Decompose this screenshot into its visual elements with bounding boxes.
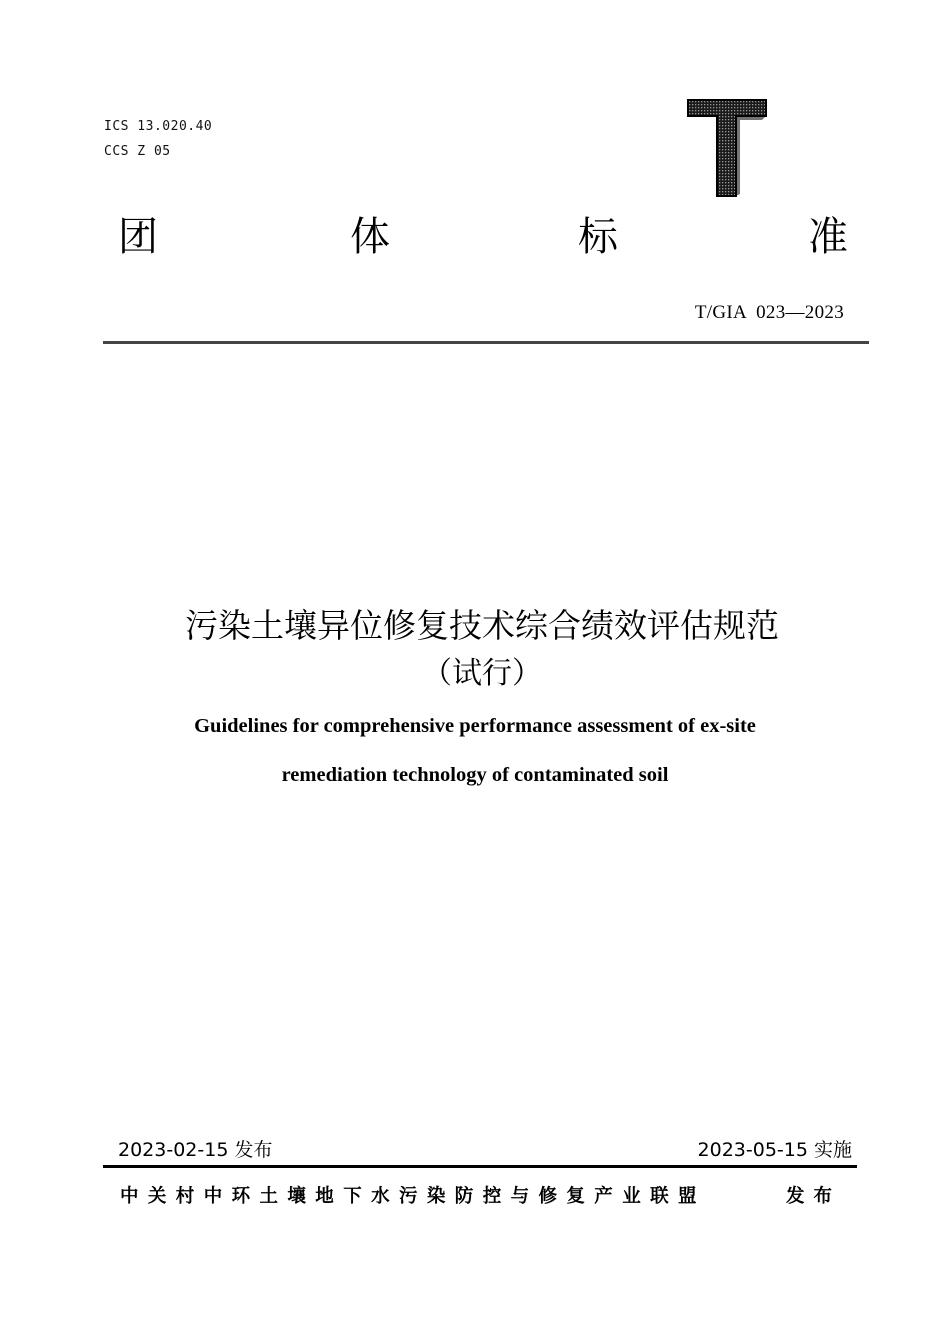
document-title-en-line1: Guidelines for comprehensive performance assessment of ex-site	[194, 715, 756, 737]
standard-number: T/GIA 023—2023	[694, 302, 844, 323]
publish-label: 发布	[786, 1186, 842, 1207]
standard-type-char: 团	[118, 214, 158, 260]
ics-code: ICS 13.020.40	[104, 119, 213, 134]
ccs-code: CCS Z 05	[104, 144, 171, 159]
publish-date: 2023-02-15 发布	[118, 1139, 273, 1161]
standard-type-char: 准	[808, 214, 848, 260]
standard-type-char: 体	[350, 214, 390, 260]
implementation-date: 2023-05-15 实施	[697, 1139, 852, 1161]
t-logo	[686, 98, 768, 198]
standard-type-char: 标	[578, 214, 618, 260]
publisher-name: 中关村中环土壤地下水污染防控与修复产业联盟	[120, 1186, 706, 1207]
footer-divider	[103, 1165, 857, 1168]
document-title-en-line2: remediation technology of contaminated soil	[281, 764, 669, 786]
document-title-cn: 污染土壤异位修复技术综合绩效评估规范	[185, 606, 779, 645]
header-divider	[103, 341, 869, 344]
document-title-cn-subtitle: （试行）	[422, 656, 542, 691]
standard-type-heading	[100, 212, 870, 268]
